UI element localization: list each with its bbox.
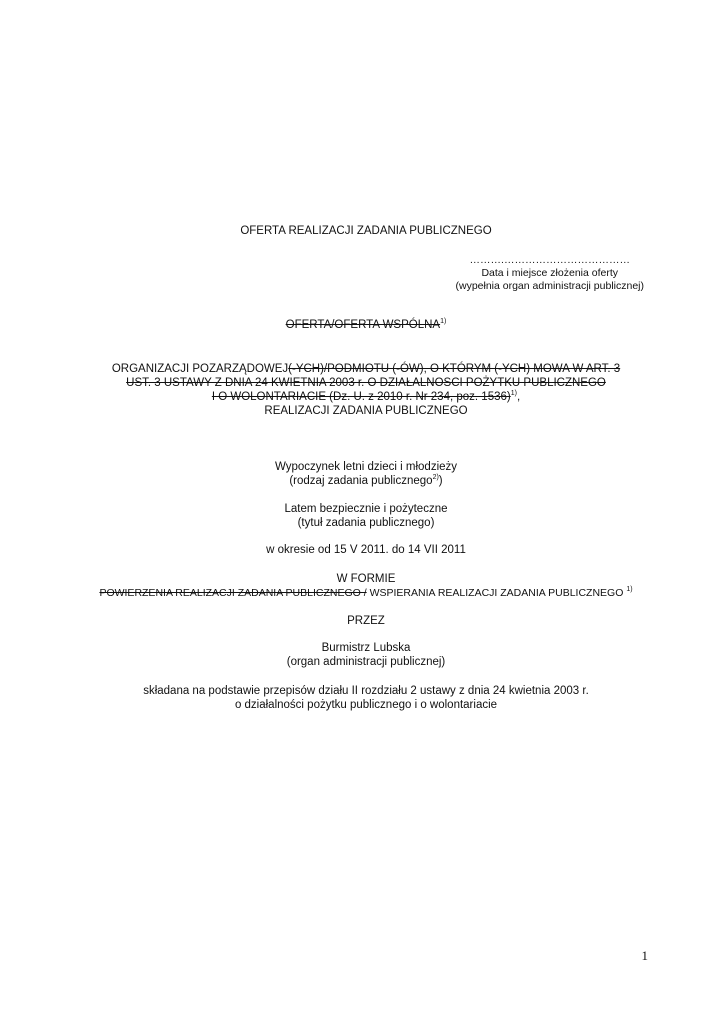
form-options (60, 586, 672, 600)
form-option-plain: WSPIERANIA REALIZACJI ZADANIA PUBLICZNEGO (366, 587, 624, 599)
offer-type-footnote: 1) (440, 318, 447, 325)
organization-line-2 (60, 376, 672, 390)
task-kind (60, 460, 672, 488)
organization-block (60, 362, 672, 418)
date-dots: ……….……………………………… (469, 254, 630, 266)
form-heading: W FORMIE (336, 573, 396, 585)
task-kind-caption-line (60, 474, 672, 488)
form-footnote: 1) (626, 586, 633, 593)
offer-type-text: OFERTA/OFERTA WSPÓLNA (285, 319, 441, 331)
by-label: PRZEZ (347, 615, 385, 627)
organization-struck-2: UST. 3 USTAWY Z DNIA 24 KWIETNIA 2003 r. O DZIAŁALNOSCI POŻYTKU PUBLICZNEGO (126, 377, 606, 389)
authority (60, 641, 672, 669)
document-title: OFERTA REALIZACJI ZADANIA PUBLICZNEGO (240, 225, 492, 237)
task-title-value: Latem bezpiecznie i pożyteczne (284, 503, 448, 515)
page-number: 1 (641, 948, 648, 963)
form-option-struck: POWIERZENIA REALIZACJI ZADANIA PUBLICZNEGO / (99, 587, 367, 599)
legal-basis (60, 684, 672, 712)
task-kind-footnote: 2) (432, 474, 439, 481)
organization-footnote: 1) (510, 390, 517, 397)
date-label: Data i miejsce złożenia oferty (481, 267, 619, 279)
authority-value: Burmistrz Lubska (321, 642, 411, 654)
organization-struck-3: I O WOLONTARIACIE (Dz. U. z 2010 r. Nr 234, poz. 1536) (211, 391, 511, 403)
task-kind-caption-close: ) (438, 475, 443, 487)
task-title-caption: (tytuł zadania publicznego) (297, 517, 435, 529)
organization-comma: , (516, 391, 521, 403)
legal-basis-line-2: o działalności pożytku publicznego i o wolontariacie (234, 699, 498, 711)
organization-plain: ORGANIZACJI POZARZĄDOWEJ (111, 363, 289, 375)
task-title (60, 502, 672, 530)
organization-struck-1: (-YCH)/PODMIOTU (-ÓW), O KTÓRYM (-YCH) MOWA W ART. 3 (288, 363, 621, 375)
task-period: w okresie od 15 V 2011. do 14 VII 2011 (266, 544, 466, 556)
form-block (60, 572, 672, 600)
legal-basis-line-1: składana na podstawie przepisów działu II rozdziału 2 ustawy z dnia 24 kwietnia 2003 r. (143, 685, 589, 697)
authority-caption: (organ administracji publicznej) (286, 656, 446, 668)
organization-line-3 (60, 390, 672, 404)
date-note: (wypełnia organ administracji publicznej) (455, 280, 644, 292)
organization-line-1 (60, 362, 672, 376)
offer-type (60, 318, 672, 332)
task-kind-value: Wypoczynek letni dzieci i młodzieży (274, 461, 458, 473)
organization-line-4: REALIZACJI ZADANIA PUBLICZNEGO (264, 405, 468, 417)
task-kind-caption: (rodzaj zadania publicznego (289, 475, 433, 487)
date-block (455, 254, 644, 293)
